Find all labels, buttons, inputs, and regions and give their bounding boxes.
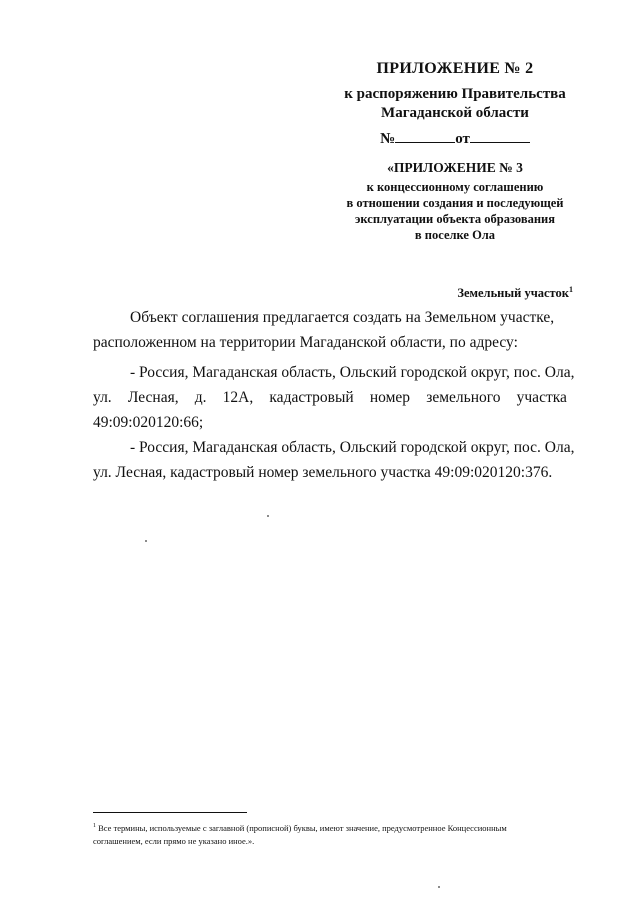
number-blank	[395, 129, 455, 143]
word: участка	[516, 389, 567, 406]
appendix-line4: в поселке Ола	[414, 228, 496, 242]
appendix-line2: в отношении создания и последующей	[346, 196, 564, 210]
section-title	[457, 285, 573, 301]
date-blank	[470, 129, 530, 143]
scan-speck	[267, 515, 269, 517]
address1-line3: 49:09:020120:66;	[93, 414, 204, 431]
address2-line2: ул. Лесная, кадастровый номер земельного участка 49:09:020120:376.	[93, 464, 553, 481]
appendix-line3: эксплуатации объекта образования	[355, 212, 555, 226]
annex-subtitle-line2: Магаданской области	[381, 105, 529, 121]
scan-speck	[145, 540, 147, 542]
word: земельного	[426, 389, 501, 406]
address2-line1: - Россия, Магаданская область, Ольский городской округ, пос. Ола,	[130, 439, 575, 456]
paragraph1-line2: расположенном на территории Магаданской области, по адресу:	[93, 334, 518, 351]
address1-line1: - Россия, Магаданская область, Ольский городской округ, пос. Ола,	[130, 364, 575, 381]
annex-subtitle-line1: к распоряжению Правительства	[344, 86, 566, 102]
word: номер	[369, 389, 411, 406]
footnote-marker: 1	[93, 823, 96, 829]
annex-title: ПРИЛОЖЕНИЕ № 2	[376, 60, 534, 77]
footnote-separator	[93, 812, 247, 813]
footnote	[93, 820, 568, 848]
section-title-text: Земельный участок	[457, 286, 569, 301]
appendix-title: «ПРИЛОЖЕНИЕ № 3	[387, 160, 523, 175]
number-label: №	[380, 131, 396, 147]
word: кадастровый	[269, 389, 354, 406]
scan-speck	[438, 886, 440, 888]
footnote-line2: соглашением, если прямо не указано иное.».	[93, 835, 255, 846]
paragraph1-line1: Объект соглашения предлагается создать на Земельном участке,	[130, 309, 555, 326]
footnote-ref: 1	[569, 285, 573, 294]
address1-line2	[93, 389, 567, 407]
word: ул.	[93, 389, 112, 406]
annex-number-line	[330, 129, 580, 148]
appendix-line1: к концессионному соглашению	[366, 180, 544, 194]
word: д.	[194, 389, 207, 406]
date-label: от	[455, 131, 470, 147]
word: Лесная,	[127, 389, 179, 406]
footnote-line1: $^1$ Все термины, используемые с заглавной (прописной) буквы, имеют значение, предусмотренное Концессионным	[93, 822, 507, 833]
word: 12А,	[222, 389, 254, 406]
